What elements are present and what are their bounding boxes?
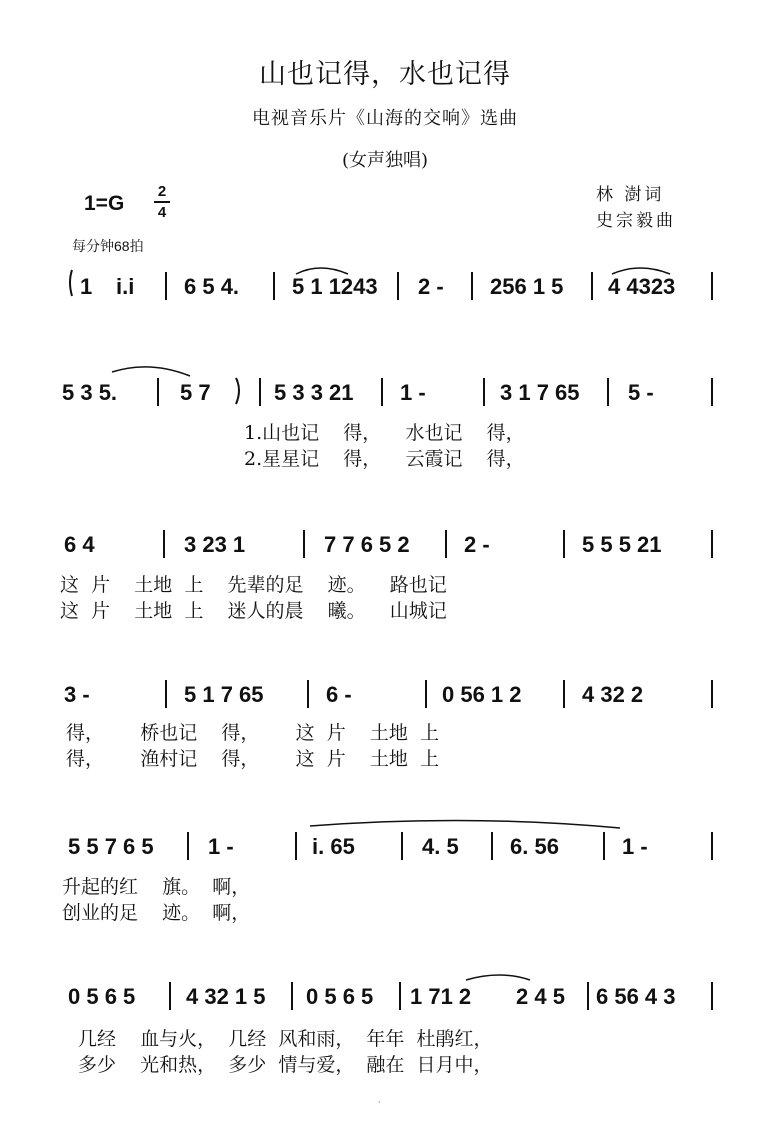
measure: 5 3 5. <box>62 380 118 405</box>
score-line-5 <box>60 822 720 862</box>
score-line-4 <box>60 670 720 710</box>
measure: 1 71 2 <box>410 984 472 1009</box>
measure: 256 1 5 <box>490 274 564 299</box>
lyric-line-2b: 2.星星记 得， 云霞记 得， <box>244 448 525 470</box>
measure: 0 56 1 2 <box>442 682 522 707</box>
measure: 5 7 <box>180 380 211 405</box>
measure: 2 - <box>464 532 490 557</box>
measure: 3 1 7 65 <box>500 380 580 405</box>
measure: 6 4 <box>64 532 95 557</box>
measure: 0 5 6 5 <box>68 984 136 1009</box>
print-mark: · <box>378 1098 381 1107</box>
lyricist: 林 澍词 <box>596 185 665 205</box>
measure: 4. 5 <box>422 834 459 859</box>
time-signature-top: 2 <box>157 183 167 200</box>
measure: 7 7 6 5 2 <box>324 532 410 557</box>
measure: 5 1 7 65 <box>184 682 264 707</box>
measure: 0 5 6 5 <box>306 984 374 1009</box>
lyric-line-6b: 多少 光和热， 多少 情与爱， 融在 日月中， <box>78 1054 493 1076</box>
lyric-line-4b: 得， 渔村记 得， 这 片 土地 上 <box>66 748 439 770</box>
measure: 1 - <box>622 834 648 859</box>
key-signature: 1=G <box>84 192 125 215</box>
song-subtitle: 电视音乐片《山海的交响》选曲 <box>252 108 518 129</box>
lyric-line-3b: 这 片 土地 上 迷人的晨 曦。 山城记 <box>60 600 447 622</box>
measure: 3 23 1 <box>184 532 246 557</box>
time-signature <box>154 183 170 221</box>
measure: 5 - <box>628 380 654 405</box>
measure: i.i <box>116 274 135 299</box>
measure: 6 - <box>326 682 352 707</box>
lyric-line-5a: 升起的红 旗。 啊， <box>62 876 251 898</box>
measure: i. 65 <box>312 834 355 859</box>
lyric-line-5b: 创业的足 迹。 啊， <box>62 902 251 924</box>
score-line-2 <box>60 368 720 408</box>
lyric-line-6a: 几经 血与火， 几经 风和雨， 年年 杜鹃红， <box>78 1028 493 1050</box>
measure: 5 5 5 21 <box>582 532 662 557</box>
measure: 1 <box>80 274 93 299</box>
measure: 6 5 4. <box>184 274 240 299</box>
measure: 2 - <box>418 274 444 299</box>
score-line-6 <box>60 972 720 1012</box>
measure: 4 32 2 <box>582 682 644 707</box>
voice-type: (女声独唱) <box>341 150 429 171</box>
score-line-1 <box>60 262 720 302</box>
measure: 5 3 3 21 <box>274 380 354 405</box>
score-line-3 <box>60 520 720 560</box>
measure: 6 56 4 3 <box>596 984 676 1009</box>
composer: 史宗毅曲 <box>596 211 676 231</box>
measure: 4 4323 <box>608 274 676 299</box>
lyric-line-2a: 1.山也记 得， 水也记 得， <box>244 422 525 444</box>
measure: 3 - <box>64 682 90 707</box>
song-title: 山也记得，水也记得 <box>259 59 511 90</box>
measure: 1 - <box>400 380 426 405</box>
tempo-marking: 每分钟68拍 <box>72 238 144 254</box>
measure: 6. 56 <box>510 834 559 859</box>
measure: 1 - <box>208 834 234 859</box>
lyric-line-4a: 得， 桥也记 得， 这 片 土地 上 <box>66 722 439 744</box>
measure: 4 32 1 5 <box>186 984 266 1009</box>
measure: 5 1 1243 <box>292 274 378 299</box>
time-signature-bottom: 4 <box>157 204 167 221</box>
measure: 5 5 7 6 5 <box>68 834 154 859</box>
lyric-line-3a: 这 片 土地 上 先辈的足 迹。 路也记 <box>60 574 447 596</box>
measure: 2 4 5 <box>516 984 565 1009</box>
